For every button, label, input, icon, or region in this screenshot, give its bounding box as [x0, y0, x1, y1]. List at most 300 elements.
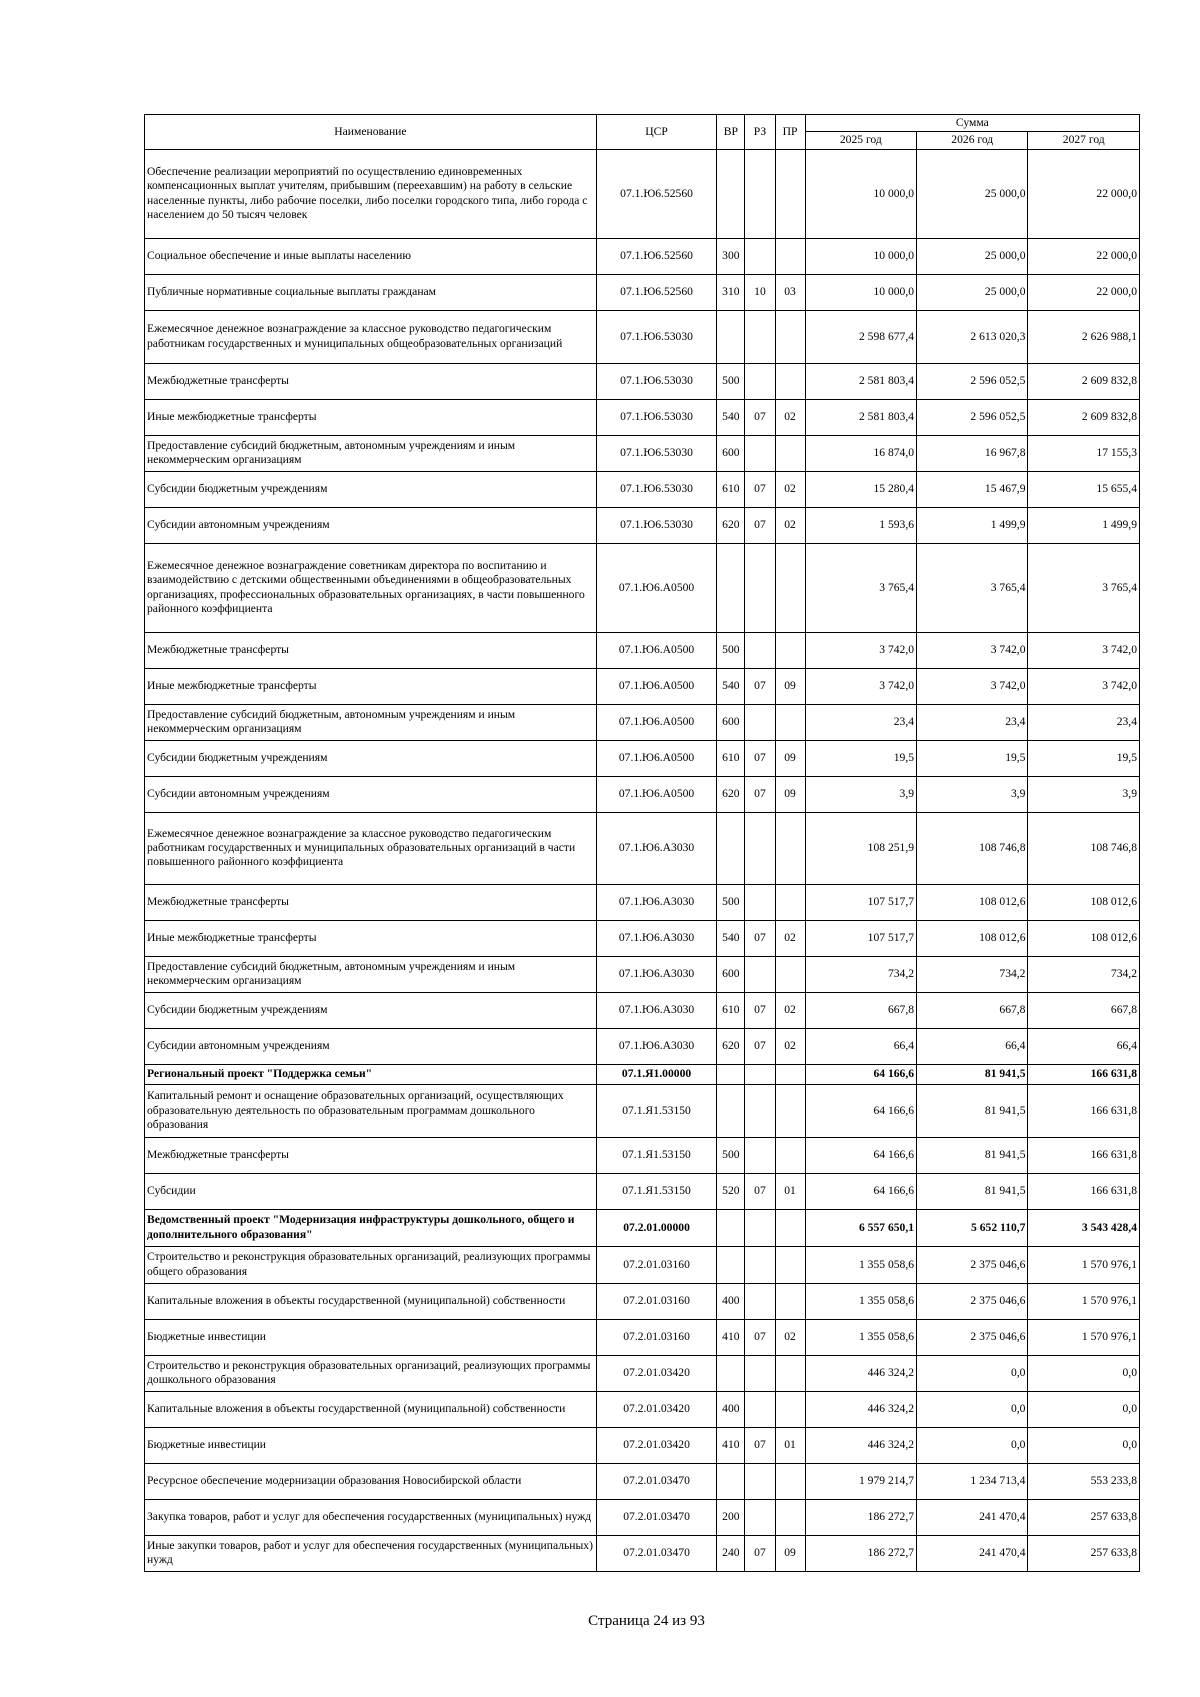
table-cell-rz	[745, 1064, 775, 1084]
table-cell-2026: 2 375 046,6	[917, 1319, 1028, 1355]
table-cell-2025: 667,8	[805, 992, 916, 1028]
table-cell-csr: 07.2.01.03470	[596, 1499, 716, 1535]
table-cell-rz	[745, 1355, 775, 1391]
table-cell-2026: 2 375 046,6	[917, 1246, 1028, 1283]
table-cell-pr	[775, 704, 805, 740]
table-cell-vr: 600	[717, 704, 745, 740]
table-cell-2025: 3 742,0	[805, 668, 916, 704]
table-cell-2027: 2 609 832,8	[1028, 363, 1140, 399]
table-cell-rz: 10	[745, 274, 775, 310]
table-row	[145, 884, 1140, 920]
table-cell-rz: 07	[745, 471, 775, 507]
table-cell-2026: 25 000,0	[917, 274, 1028, 310]
table-cell-2025: 2 581 803,4	[805, 399, 916, 435]
header-sum: Сумма	[805, 115, 1139, 132]
table-row	[145, 704, 1140, 740]
header-year-2026: 2026 год	[917, 132, 1028, 149]
table-cell-rz: 07	[745, 992, 775, 1028]
table-cell-csr: 07.2.01.03420	[596, 1427, 716, 1463]
table-cell-name: Межбюджетные трансферты	[145, 1137, 597, 1173]
table-cell-2025: 3,9	[805, 776, 916, 812]
table-cell-csr: 07.1.Ю6.53030	[596, 435, 716, 471]
table-cell-vr: 600	[717, 435, 745, 471]
table-cell-2026: 3 742,0	[917, 632, 1028, 668]
table-cell-rz	[745, 1499, 775, 1535]
table-cell-vr: 540	[717, 668, 745, 704]
table-cell-pr: 03	[775, 274, 805, 310]
table-cell-2025: 10 000,0	[805, 274, 916, 310]
table-cell-2027: 1 499,9	[1028, 507, 1140, 543]
table-cell-2026: 734,2	[917, 956, 1028, 992]
table-cell-pr	[775, 1064, 805, 1084]
table-cell-2026: 108 012,6	[917, 884, 1028, 920]
table-cell-name: Ежемесячное денежное вознаграждение за классное руководство педагогическим работникам государственных и муниципальных образовательных организаций в части повышенного районного коэффициента	[145, 812, 597, 884]
table-cell-2027: 0,0	[1028, 1391, 1140, 1427]
table-cell-2026: 66,4	[917, 1028, 1028, 1064]
table-cell-rz	[745, 435, 775, 471]
table-cell-2027: 19,5	[1028, 740, 1140, 776]
table-cell-2026: 3 742,0	[917, 668, 1028, 704]
table-cell-2025: 64 166,6	[805, 1137, 916, 1173]
table-cell-2026: 108 746,8	[917, 812, 1028, 884]
table-cell-csr: 07.2.01.00000	[596, 1209, 716, 1246]
table-cell-2025: 107 517,7	[805, 920, 916, 956]
table-cell-rz	[745, 1209, 775, 1246]
table-cell-rz	[745, 1463, 775, 1499]
table-cell-csr: 07.2.01.03470	[596, 1463, 716, 1499]
page-number: Страница 24 из 93	[588, 1613, 705, 1629]
table-cell-rz	[745, 238, 775, 274]
table-cell-pr	[775, 1246, 805, 1283]
table-cell-2027: 3 742,0	[1028, 668, 1140, 704]
table-cell-name: Субсидии бюджетным учреждениям	[145, 740, 597, 776]
table-row	[145, 1355, 1140, 1391]
table-row	[145, 740, 1140, 776]
table-cell-vr: 610	[717, 992, 745, 1028]
table-row	[145, 507, 1140, 543]
table-cell-name: Ежемесячное денежное вознаграждение советникам директора по воспитанию и взаимодействию с детскими общественными объединениями в общеобразовательных организациях, профессиональных образовательных организациях, в части повышенного районного коэффициента	[145, 543, 597, 632]
table-cell-csr: 07.1.Я1.00000	[596, 1064, 716, 1084]
table-cell-csr: 07.1.Ю6.53030	[596, 471, 716, 507]
table-cell-2027: 108 746,8	[1028, 812, 1140, 884]
table-cell-2025: 15 280,4	[805, 471, 916, 507]
table-cell-pr: 09	[775, 1535, 805, 1571]
table-cell-vr: 200	[717, 1499, 745, 1535]
table-row	[145, 1209, 1140, 1246]
table-cell-2025: 64 166,6	[805, 1084, 916, 1137]
table-row	[145, 1084, 1140, 1137]
table-cell-pr: 09	[775, 740, 805, 776]
table-cell-vr	[717, 543, 745, 632]
table-cell-rz: 07	[745, 668, 775, 704]
table-cell-pr: 02	[775, 920, 805, 956]
table-cell-name: Строительство и реконструкция образовательных организаций, реализующих программы общего образования	[145, 1246, 597, 1283]
table-cell-csr: 07.1.Ю6.А0500	[596, 704, 716, 740]
table-cell-csr: 07.2.01.03160	[596, 1246, 716, 1283]
table-cell-rz: 07	[745, 1427, 775, 1463]
table-cell-name: Иные межбюджетные трансферты	[145, 668, 597, 704]
table-cell-pr: 09	[775, 668, 805, 704]
table-row	[145, 1246, 1140, 1283]
table-row	[145, 435, 1140, 471]
table-cell-2025: 186 272,7	[805, 1535, 916, 1571]
table-cell-csr: 07.2.01.03470	[596, 1535, 716, 1571]
table-cell-2025: 734,2	[805, 956, 916, 992]
table-cell-name: Предоставление субсидий бюджетным, автономным учреждениям и иным некоммерческим организациям	[145, 435, 597, 471]
table-cell-vr: 400	[717, 1391, 745, 1427]
table-cell-pr	[775, 238, 805, 274]
table-cell-vr: 620	[717, 507, 745, 543]
table-cell-pr	[775, 435, 805, 471]
table-body	[145, 149, 1140, 1571]
table-row	[145, 1427, 1140, 1463]
table-cell-2027: 166 631,8	[1028, 1173, 1140, 1209]
table-cell-pr: 02	[775, 471, 805, 507]
table-cell-2025: 6 557 650,1	[805, 1209, 916, 1246]
table-cell-2027: 15 655,4	[1028, 471, 1140, 507]
table-row	[145, 632, 1140, 668]
table-cell-rz: 07	[745, 920, 775, 956]
table-cell-rz	[745, 1283, 775, 1319]
table-cell-rz	[745, 812, 775, 884]
table-row	[145, 363, 1140, 399]
table-cell-pr	[775, 1084, 805, 1137]
table-cell-vr: 500	[717, 632, 745, 668]
table-cell-rz	[745, 704, 775, 740]
table-cell-2027: 0,0	[1028, 1427, 1140, 1463]
table-cell-2027: 0,0	[1028, 1355, 1140, 1391]
table-cell-pr: 01	[775, 1427, 805, 1463]
table-cell-name: Строительство и реконструкция образовательных организаций, реализующих программы дошкольного образования	[145, 1355, 597, 1391]
table-cell-csr: 07.1.Ю6.А0500	[596, 740, 716, 776]
table-cell-vr: 410	[717, 1427, 745, 1463]
table-cell-2026: 0,0	[917, 1355, 1028, 1391]
table-cell-name: Ежемесячное денежное вознаграждение за классное руководство педагогическим работникам государственных и муниципальных общеобразовательных организаций	[145, 310, 597, 363]
table-cell-pr	[775, 1209, 805, 1246]
table-cell-vr: 610	[717, 471, 745, 507]
table-cell-2025: 16 874,0	[805, 435, 916, 471]
table-cell-name: Закупка товаров, работ и услуг для обеспечения государственных (муниципальных) нужд	[145, 1499, 597, 1535]
table-cell-pr	[775, 884, 805, 920]
table-cell-rz: 07	[745, 740, 775, 776]
table-cell-name: Субсидии бюджетным учреждениям	[145, 471, 597, 507]
table-cell-pr	[775, 632, 805, 668]
table-cell-2025: 10 000,0	[805, 149, 916, 238]
table-cell-name: Бюджетные инвестиции	[145, 1319, 597, 1355]
table-cell-vr: 300	[717, 238, 745, 274]
table-cell-2027: 257 633,8	[1028, 1499, 1140, 1535]
table-cell-name: Капитальные вложения в объекты государственной (муниципальной) собственности	[145, 1391, 597, 1427]
table-cell-pr: 01	[775, 1173, 805, 1209]
table-cell-name: Публичные нормативные социальные выплаты гражданам	[145, 274, 597, 310]
table-cell-name: Субсидии	[145, 1173, 597, 1209]
table-cell-2027: 257 633,8	[1028, 1535, 1140, 1571]
table-cell-pr	[775, 1499, 805, 1535]
table-cell-pr	[775, 1391, 805, 1427]
table-cell-2027: 66,4	[1028, 1028, 1140, 1064]
table-cell-pr: 02	[775, 1319, 805, 1355]
table-cell-2027: 3 765,4	[1028, 543, 1140, 632]
table-row	[145, 399, 1140, 435]
table-cell-rz	[745, 956, 775, 992]
table-cell-2025: 2 581 803,4	[805, 363, 916, 399]
table-cell-name: Предоставление субсидий бюджетным, автономным учреждениям и иным некоммерческим организациям	[145, 704, 597, 740]
table-cell-2025: 1 979 214,7	[805, 1463, 916, 1499]
table-cell-pr	[775, 1137, 805, 1173]
table-cell-2025: 3 742,0	[805, 632, 916, 668]
table-cell-2025: 1 593,6	[805, 507, 916, 543]
table-cell-2027: 108 012,6	[1028, 920, 1140, 956]
table-row	[145, 992, 1140, 1028]
table-cell-2027: 1 570 976,1	[1028, 1319, 1140, 1355]
table-row	[145, 1391, 1140, 1427]
table-cell-2025: 108 251,9	[805, 812, 916, 884]
table-row	[145, 920, 1140, 956]
table-cell-name: Субсидии автономным учреждениям	[145, 507, 597, 543]
table-row	[145, 956, 1140, 992]
table-cell-csr: 07.1.Ю6.А0500	[596, 668, 716, 704]
table-cell-rz: 07	[745, 399, 775, 435]
table-cell-2026: 0,0	[917, 1391, 1028, 1427]
table-cell-rz	[745, 149, 775, 238]
header-year-2025: 2025 год	[805, 132, 916, 149]
table-cell-2025: 446 324,2	[805, 1391, 916, 1427]
table-cell-csr: 07.1.Ю6.52560	[596, 238, 716, 274]
table-cell-csr: 07.1.Я1.53150	[596, 1084, 716, 1137]
table-cell-rz: 07	[745, 1028, 775, 1064]
table-cell-2025: 66,4	[805, 1028, 916, 1064]
table-row	[145, 274, 1140, 310]
table-cell-name: Межбюджетные трансферты	[145, 884, 597, 920]
table-cell-2027: 17 155,3	[1028, 435, 1140, 471]
table-cell-2026: 81 941,5	[917, 1137, 1028, 1173]
table-cell-2026: 2 596 052,5	[917, 363, 1028, 399]
table-cell-csr: 07.1.Ю6.53030	[596, 363, 716, 399]
table-cell-2026: 15 467,9	[917, 471, 1028, 507]
table-cell-2027: 2 609 832,8	[1028, 399, 1140, 435]
table-cell-rz	[745, 632, 775, 668]
table-cell-2027: 553 233,8	[1028, 1463, 1140, 1499]
table-cell-2026: 0,0	[917, 1427, 1028, 1463]
table-cell-name: Субсидии автономным учреждениям	[145, 1028, 597, 1064]
table-cell-vr: 240	[717, 1535, 745, 1571]
table-cell-2027: 23,4	[1028, 704, 1140, 740]
table-row	[145, 1173, 1140, 1209]
table-cell-vr: 500	[717, 363, 745, 399]
table-cell-csr: 07.1.Ю6.52560	[596, 149, 716, 238]
table-cell-vr: 310	[717, 274, 745, 310]
header-csr: ЦСР	[596, 115, 716, 150]
table-cell-csr: 07.1.Ю6.53030	[596, 507, 716, 543]
table-row	[145, 471, 1140, 507]
table-cell-vr	[717, 149, 745, 238]
table-cell-2025: 107 517,7	[805, 884, 916, 920]
table-cell-2026: 5 652 110,7	[917, 1209, 1028, 1246]
table-cell-rz	[745, 1137, 775, 1173]
table-cell-csr: 07.1.Я1.53150	[596, 1173, 716, 1209]
table-cell-2027: 3 543 428,4	[1028, 1209, 1140, 1246]
table-cell-pr	[775, 1283, 805, 1319]
table-cell-2026: 2 613 020,3	[917, 310, 1028, 363]
table-row	[145, 1028, 1140, 1064]
table-cell-name: Ведомственный проект "Модернизация инфраструктуры дошкольного, общего и дополнительного образования"	[145, 1209, 597, 1246]
table-cell-2026: 1 499,9	[917, 507, 1028, 543]
table-cell-2025: 446 324,2	[805, 1355, 916, 1391]
table-cell-vr: 600	[717, 956, 745, 992]
table-cell-vr	[717, 1246, 745, 1283]
table-row	[145, 238, 1140, 274]
table-cell-csr: 07.1.Ю6.А3030	[596, 920, 716, 956]
table-cell-2027: 3 742,0	[1028, 632, 1140, 668]
table-cell-name: Межбюджетные трансферты	[145, 363, 597, 399]
table-cell-csr: 07.2.01.03420	[596, 1355, 716, 1391]
table-row	[145, 543, 1140, 632]
table-cell-2027: 1 570 976,1	[1028, 1283, 1140, 1319]
table-cell-vr	[717, 812, 745, 884]
table-cell-vr: 400	[717, 1283, 745, 1319]
table-cell-2027: 3,9	[1028, 776, 1140, 812]
table-cell-2025: 1 355 058,6	[805, 1283, 916, 1319]
table-cell-csr: 07.1.Ю6.А3030	[596, 812, 716, 884]
table-cell-pr	[775, 812, 805, 884]
table-cell-name: Капитальный ремонт и оснащение образовательных организаций, осуществляющих образовательную деятельность по образовательным программам дошкольного образования	[145, 1084, 597, 1137]
table-cell-name: Социальное обеспечение и иные выплаты населению	[145, 238, 597, 274]
table-cell-vr: 500	[717, 884, 745, 920]
header-name: Наименование	[145, 115, 597, 150]
table-cell-pr	[775, 956, 805, 992]
table-cell-vr: 500	[717, 1137, 745, 1173]
table-cell-2025: 10 000,0	[805, 238, 916, 274]
table-cell-rz	[745, 1084, 775, 1137]
table-row	[145, 1535, 1140, 1571]
table-row	[145, 668, 1140, 704]
table-cell-pr	[775, 1463, 805, 1499]
table-cell-2026: 3,9	[917, 776, 1028, 812]
table-cell-rz	[745, 543, 775, 632]
table-cell-pr: 02	[775, 1028, 805, 1064]
table-cell-2026: 23,4	[917, 704, 1028, 740]
table-cell-2027: 108 012,6	[1028, 884, 1140, 920]
table-cell-csr: 07.1.Я1.53150	[596, 1137, 716, 1173]
table-cell-pr	[775, 363, 805, 399]
table-cell-2025: 1 355 058,6	[805, 1319, 916, 1355]
table-cell-2026: 241 470,4	[917, 1535, 1028, 1571]
table-cell-vr: 540	[717, 920, 745, 956]
table-cell-2025: 446 324,2	[805, 1427, 916, 1463]
table-cell-pr: 02	[775, 399, 805, 435]
table-cell-2027: 166 631,8	[1028, 1064, 1140, 1084]
table-cell-rz: 07	[745, 1535, 775, 1571]
table-cell-csr: 07.1.Ю6.А0500	[596, 543, 716, 632]
table-cell-2027: 22 000,0	[1028, 149, 1140, 238]
table-cell-csr: 07.1.Ю6.А3030	[596, 992, 716, 1028]
table-cell-2025: 1 355 058,6	[805, 1246, 916, 1283]
table-cell-csr: 07.1.Ю6.53030	[596, 399, 716, 435]
table-cell-2026: 25 000,0	[917, 149, 1028, 238]
table-row	[145, 1064, 1140, 1084]
table-cell-2027: 22 000,0	[1028, 274, 1140, 310]
table-cell-vr	[717, 1209, 745, 1246]
header-pr: ПР	[775, 115, 805, 150]
table-cell-2027: 667,8	[1028, 992, 1140, 1028]
table-cell-rz	[745, 363, 775, 399]
table-cell-2026: 2 596 052,5	[917, 399, 1028, 435]
table-cell-2026: 19,5	[917, 740, 1028, 776]
table-cell-pr: 02	[775, 992, 805, 1028]
table-header	[145, 115, 1140, 150]
table-cell-2025: 3 765,4	[805, 543, 916, 632]
table-cell-rz: 07	[745, 1173, 775, 1209]
header-vr: ВР	[717, 115, 745, 150]
table-cell-name: Региональный проект "Поддержка семьи"	[145, 1064, 597, 1084]
table-cell-vr: 540	[717, 399, 745, 435]
table-cell-pr	[775, 149, 805, 238]
table-row	[145, 1137, 1140, 1173]
header-rz: РЗ	[745, 115, 775, 150]
table-cell-2027: 1 570 976,1	[1028, 1246, 1140, 1283]
table-cell-2025: 64 166,6	[805, 1064, 916, 1084]
table-cell-2026: 667,8	[917, 992, 1028, 1028]
table-cell-csr: 07.1.Ю6.А0500	[596, 632, 716, 668]
table-cell-rz	[745, 1391, 775, 1427]
table-cell-vr: 610	[717, 740, 745, 776]
table-cell-vr: 620	[717, 776, 745, 812]
table-cell-rz: 07	[745, 1319, 775, 1355]
table-cell-name: Бюджетные инвестиции	[145, 1427, 597, 1463]
table-row	[145, 1319, 1140, 1355]
table-cell-name: Предоставление субсидий бюджетным, автономным учреждениям и иным некоммерческим организациям	[145, 956, 597, 992]
table-cell-pr: 09	[775, 776, 805, 812]
table-row	[145, 776, 1140, 812]
table-cell-2027: 166 631,8	[1028, 1084, 1140, 1137]
table-cell-csr: 07.1.Ю6.А3030	[596, 1028, 716, 1064]
table-cell-pr	[775, 310, 805, 363]
table-cell-2027: 734,2	[1028, 956, 1140, 992]
table-cell-vr	[717, 310, 745, 363]
table-cell-2026: 25 000,0	[917, 238, 1028, 274]
table-cell-pr: 02	[775, 507, 805, 543]
table-cell-csr: 07.2.01.03160	[596, 1319, 716, 1355]
table-cell-csr: 07.2.01.03160	[596, 1283, 716, 1319]
table-cell-csr: 07.1.Ю6.А3030	[596, 956, 716, 992]
table-cell-pr	[775, 543, 805, 632]
table-cell-rz: 07	[745, 776, 775, 812]
table-cell-csr: 07.1.Ю6.52560	[596, 274, 716, 310]
table-cell-csr: 07.1.Ю6.А3030	[596, 884, 716, 920]
table-cell-rz	[745, 884, 775, 920]
header-year-2027: 2027 год	[1028, 132, 1140, 149]
table-row	[145, 812, 1140, 884]
table-cell-vr	[717, 1064, 745, 1084]
table-cell-vr	[717, 1463, 745, 1499]
table-cell-vr: 620	[717, 1028, 745, 1064]
table-cell-name: Ресурсное обеспечение модернизации образования Новосибирской области	[145, 1463, 597, 1499]
table-cell-2026: 16 967,8	[917, 435, 1028, 471]
table-row	[145, 1283, 1140, 1319]
table-cell-name: Субсидии автономным учреждениям	[145, 776, 597, 812]
table-cell-csr: 07.2.01.03420	[596, 1391, 716, 1427]
table-cell-2026: 81 941,5	[917, 1084, 1028, 1137]
table-cell-2025: 23,4	[805, 704, 916, 740]
table-cell-2027: 166 631,8	[1028, 1137, 1140, 1173]
table-cell-2026: 81 941,5	[917, 1173, 1028, 1209]
table-cell-2027: 2 626 988,1	[1028, 310, 1140, 363]
table-row	[145, 310, 1140, 363]
table-cell-2027: 22 000,0	[1028, 238, 1140, 274]
table-row	[145, 1499, 1140, 1535]
table-cell-2025: 64 166,6	[805, 1173, 916, 1209]
table-cell-2026: 108 012,6	[917, 920, 1028, 956]
